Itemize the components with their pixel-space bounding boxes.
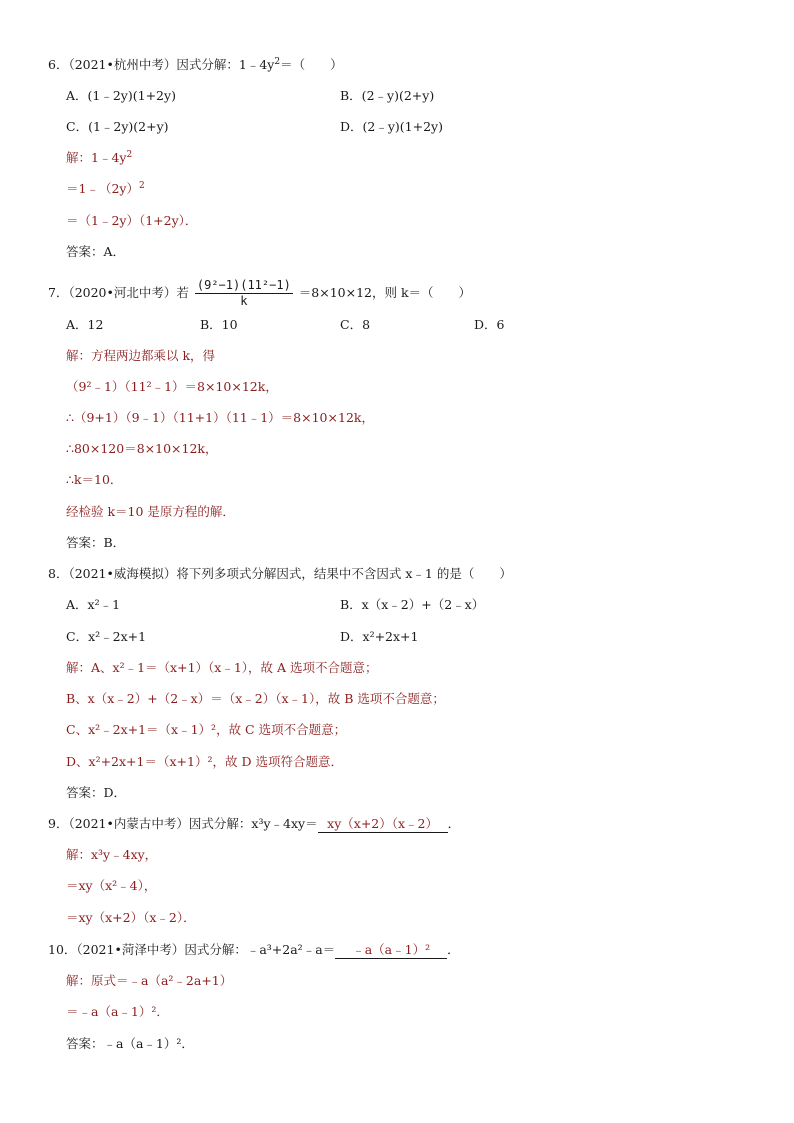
q6-option-d: D．(2﹣y)(1+2y) — [340, 119, 443, 134]
q6-option-b: B．(2﹣y)(2+y) — [340, 88, 435, 103]
q6-stem: 6．（2021•杭州中考）因式分解：$1﹣4y^2=$（ ） — [48, 57, 343, 72]
q7-option-a: A．12 — [66, 317, 104, 332]
q9-answer-blank: xy（x+2）（x﹣2） — [318, 816, 448, 833]
q7-solution-line-3: ∴（9+1）（9﹣1）（11+1）（11﹣1）＝8×10×12k， — [66, 410, 374, 425]
q7-fraction-numerator: (9²−1)(11²−1) — [196, 278, 291, 292]
q6-solution-line-1: 解：$1﹣4y^2$ — [66, 150, 133, 165]
q6-solution-line-2: $=1﹣(2y)^2$ — [66, 181, 145, 196]
q8-stem: 8．（2021•威海模拟）将下列多项式分解因式，结果中不含因式 x﹣1 的是（ ） — [48, 566, 512, 581]
q7-fraction-denominator: k — [240, 294, 248, 308]
q7-solution-line-1: 解：方程两边都乘以 k，得 — [66, 348, 216, 363]
q10-stem: 10．（2021•菏泽中考）因式分解：﹣a³+2a²﹣a＝ ﹣a（a﹣1）² ． — [48, 942, 460, 957]
q10-solution-line-1: 解：原式＝﹣a（a²﹣2a+1） — [66, 973, 233, 988]
q7-solution-line-2: （9²﹣1）（11²﹣1）＝8×10×12k， — [66, 379, 278, 394]
q6-answer: 答案：A． — [66, 244, 126, 259]
q6-option-a: A．(1﹣2y)(1+2y) — [66, 88, 176, 103]
q7-option-d: D．6 — [474, 317, 505, 332]
q8-option-c: C．x²﹣2x+1 — [66, 629, 147, 644]
q8-solution-line-3: C、x²﹣2x+1＝（x﹣1）²，故 C 选项不合题意； — [66, 722, 347, 737]
q8-solution-line-1: 解：A、x²﹣1＝（x+1）（x﹣1），故 A 选项不合题意； — [66, 660, 378, 675]
q8-solution-line-2: B、x（x﹣2）+（2﹣x）＝（x﹣2）（x﹣1），故 B 选项不合题意； — [66, 691, 445, 706]
q9-stem: 9．（2021•内蒙古中考）因式分解：x³y﹣4xy＝ xy（x+2）（x﹣2） ． — [48, 816, 461, 831]
q7-solution-line-5: ∴k＝10． — [66, 472, 123, 487]
q9-solution-line-1: 解：x³y﹣4xy， — [66, 847, 158, 862]
q7-solution-line-4: ∴80×120＝8×10×12k， — [66, 441, 218, 456]
q9-solution-line-2: ＝xy（x²﹣4）， — [66, 878, 157, 893]
q7-fraction — [195, 278, 293, 309]
q7-option-c: C．8 — [340, 317, 371, 332]
q10-solution-line-2: ＝﹣a（a﹣1）²． — [66, 1004, 169, 1019]
q10-answer: 答案：﹣a（a﹣1）²． — [66, 1036, 194, 1051]
q8-option-d: D．x²+2x+1 — [340, 629, 419, 644]
q8-answer: 答案：D． — [66, 785, 127, 800]
q6-solution-line-3: ＝（1﹣2y）（1+2y）． — [66, 213, 198, 228]
q8-option-b: B．x（x﹣2）+（2﹣x） — [340, 597, 485, 612]
q7-option-b: B．10 — [200, 317, 238, 332]
q7-answer: 答案：B． — [66, 535, 126, 550]
q10-answer-blank: ﹣a（a﹣1）² — [335, 942, 447, 959]
q8-option-a: A．x²﹣1 — [66, 597, 121, 612]
q7-stem: 7．（2020•河北中考）若 $\frac{\text{(9²−1)(11²−1)}}{k}$ ＝8×10×12，则 k＝（ ） — [48, 278, 472, 308]
q6-option-c: C．(1﹣2y)(2+y) — [66, 119, 169, 134]
q9-solution-line-3: ＝xy（x+2）（x﹣2）． — [66, 910, 196, 925]
q8-solution-line-4: D、x²+2x+1＝（x+1）²，故 D 选项符合题意． — [66, 754, 343, 769]
q7-solution-line-6: 经检验 k＝10 是原方程的解． — [66, 504, 235, 519]
